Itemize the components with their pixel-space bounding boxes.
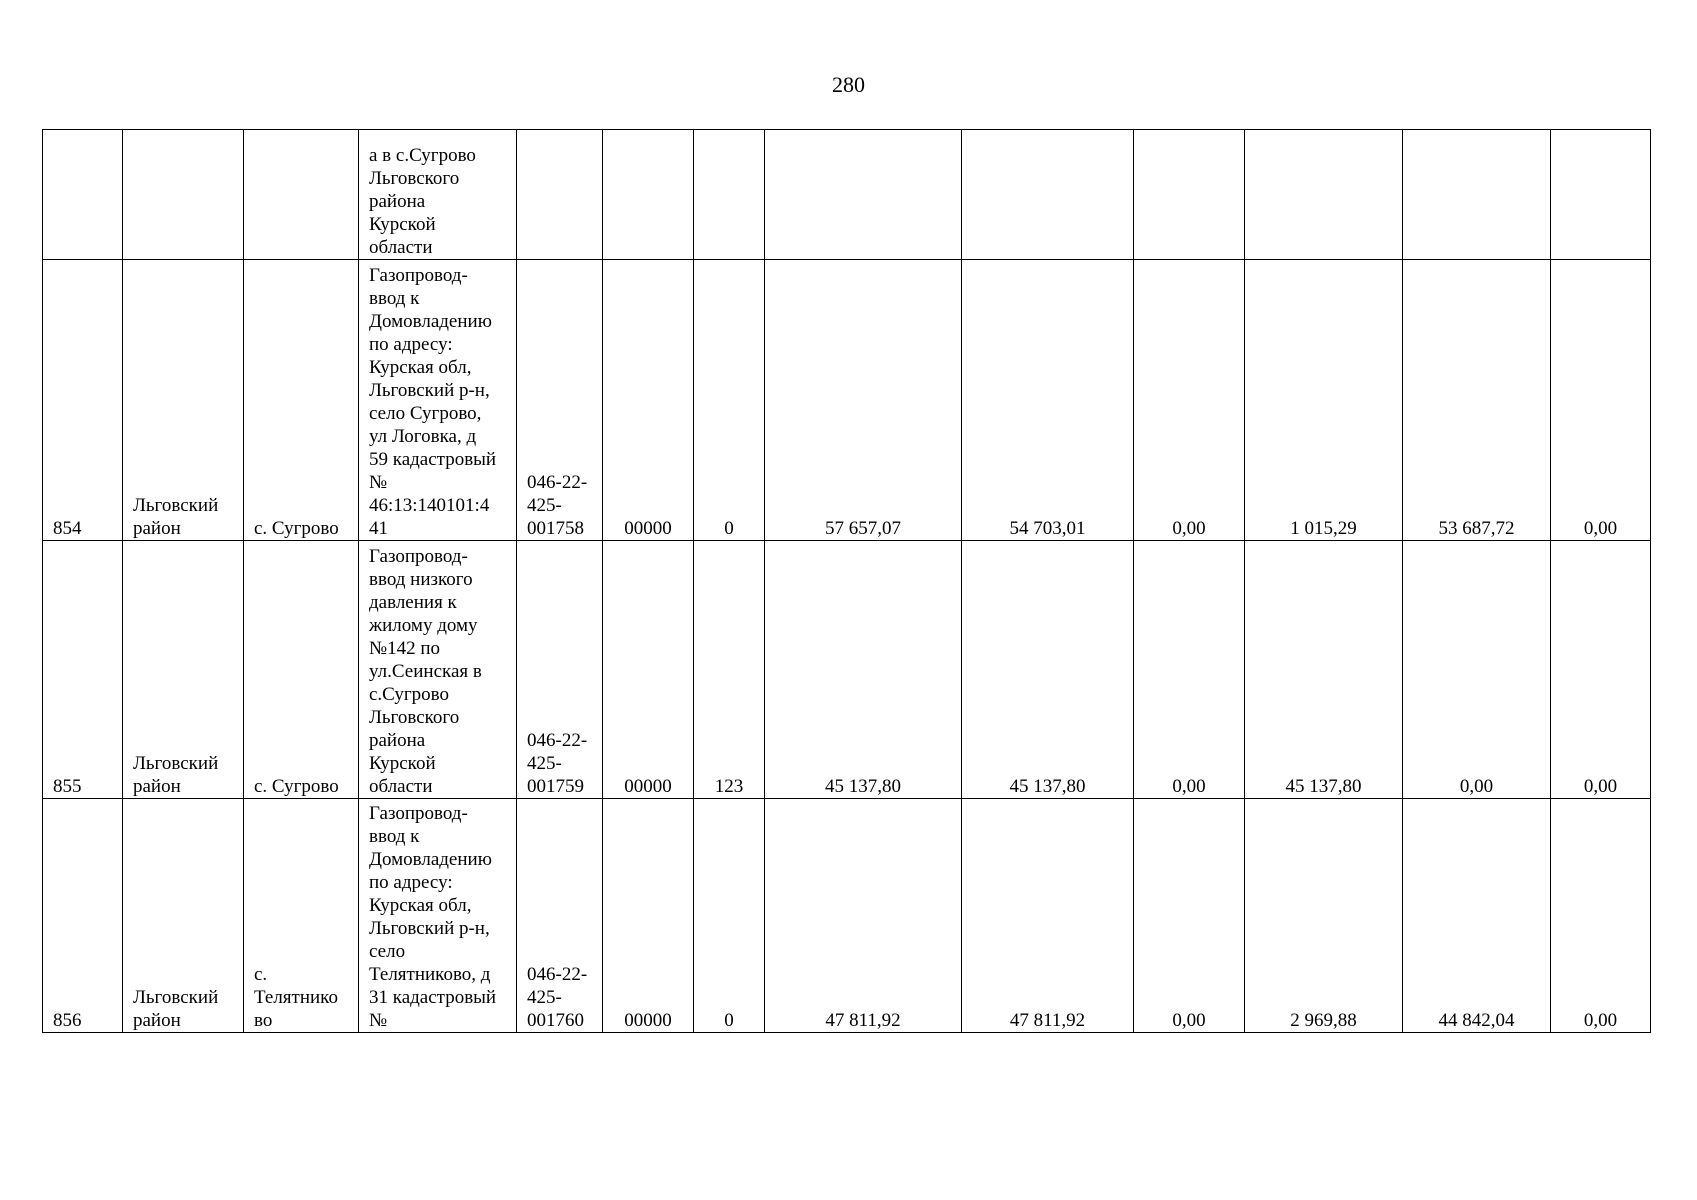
quantity-cell	[694, 260, 765, 541]
value-4-cell	[1245, 260, 1403, 541]
value-1-cell	[765, 130, 962, 260]
value-3-cell	[1134, 130, 1245, 260]
value-6-cell	[1551, 799, 1651, 1033]
description-cell	[359, 260, 517, 541]
code-cell	[517, 260, 603, 541]
cell-text-v4: 2 969,88	[1290, 1010, 1357, 1031]
cell-text-col7: 0	[724, 1010, 734, 1031]
settlement-cell	[244, 541, 359, 799]
cell-text-description: а в с.Сугрово Льговского района Курской области	[369, 145, 476, 258]
value-2-cell	[962, 260, 1134, 541]
district-cell	[123, 799, 244, 1033]
cell-text-v3: 0,00	[1172, 518, 1206, 539]
value-3-cell	[1134, 799, 1245, 1033]
cell-text-v2: 54 703,01	[1009, 518, 1086, 539]
code-cell	[517, 799, 603, 1033]
cell-text-col7: 123	[714, 776, 744, 797]
value-3-cell	[1134, 541, 1245, 799]
table-row	[43, 260, 1651, 541]
cell-text-col6: 00000	[624, 776, 672, 797]
cell-text-v6: 0,00	[1583, 518, 1618, 539]
description-cell	[359, 799, 517, 1033]
cell-text-settlement: с. Телятнико во	[254, 964, 338, 1031]
row-number-cell	[43, 799, 123, 1033]
value-6-cell	[1551, 130, 1651, 260]
cell-text-v5: 53 687,72	[1438, 518, 1515, 539]
code-cell	[517, 541, 603, 799]
value-6-cell	[1551, 541, 1651, 799]
value-4-cell	[1245, 541, 1403, 799]
code-suffix-cell	[603, 541, 694, 799]
cell-text-col6: 00000	[624, 518, 672, 539]
cell-text-v1: 47 811,92	[825, 1010, 901, 1031]
code-suffix-cell	[603, 799, 694, 1033]
cell-text-v2: 45 137,80	[1009, 776, 1086, 797]
cell-text-v3: 0,00	[1172, 1010, 1206, 1031]
value-5-cell	[1403, 541, 1551, 799]
quantity-cell	[694, 541, 765, 799]
cell-text-num: 856	[53, 1010, 82, 1031]
cell-text-settlement: с. Сугрово	[254, 776, 339, 797]
cell-text-description: Газопровод- ввод низкого давления к жилому дому №142 по ул.Сеинская в с.Сугрово Льговского района Курской области	[369, 546, 482, 797]
district-cell	[123, 130, 244, 260]
district-cell	[123, 541, 244, 799]
cell-text-district: Льговский район	[133, 495, 219, 539]
cell-text-v4: 1 015,29	[1290, 518, 1357, 539]
settlement-cell	[244, 130, 359, 260]
cell-text-v2: 47 811,92	[1009, 1010, 1086, 1031]
cell-text-description: Газопровод- ввод к Домовладению по адресу: Курская обл, Льговский р-н, село Телятниково, д 31 кадастровый №	[369, 803, 497, 1031]
cell-text-num: 855	[53, 776, 82, 797]
value-5-cell	[1403, 130, 1551, 260]
value-5-cell	[1403, 799, 1551, 1033]
value-1-cell	[765, 799, 962, 1033]
value-4-cell	[1245, 130, 1403, 260]
cell-text-v4: 45 137,80	[1285, 776, 1362, 797]
value-2-cell	[962, 799, 1134, 1033]
cell-text-v1: 45 137,80	[825, 776, 901, 797]
cell-text-district: Льговский район	[133, 753, 219, 797]
value-2-cell	[962, 541, 1134, 799]
cell-text-num: 854	[53, 518, 82, 539]
table-row	[43, 799, 1651, 1033]
value-1-cell	[765, 541, 962, 799]
row-number-cell	[43, 260, 123, 541]
settlement-cell	[244, 799, 359, 1033]
district-cell	[123, 260, 244, 541]
registry-table	[42, 129, 1651, 1033]
value-1-cell	[765, 260, 962, 541]
value-5-cell	[1403, 260, 1551, 541]
value-6-cell	[1551, 260, 1651, 541]
description-cell	[359, 541, 517, 799]
quantity-cell	[694, 130, 765, 260]
cell-text-district: Льговский район	[133, 987, 219, 1031]
cell-text-code: 046-22- 425- 001758	[527, 472, 588, 539]
table-row	[43, 130, 1651, 260]
cell-text-col6: 00000	[624, 1010, 672, 1031]
page-number: 280	[832, 72, 865, 97]
cell-text-settlement: с. Сугрово	[254, 518, 339, 539]
cell-text-v6: 0,00	[1583, 776, 1618, 797]
code-cell	[517, 130, 603, 260]
value-2-cell	[962, 130, 1134, 260]
description-cell	[359, 130, 517, 260]
cell-text-col7: 0	[724, 518, 734, 539]
value-4-cell	[1245, 799, 1403, 1033]
cell-text-v1: 57 657,07	[825, 518, 901, 539]
settlement-cell	[244, 260, 359, 541]
cell-text-description: Газопровод- ввод к Домовладению по адресу: Курская обл, Льговский р-н, село Сугрово, ул Логовка, д 59 кадастровый № 46:13:140101:4 41	[369, 265, 497, 539]
value-3-cell	[1134, 260, 1245, 541]
cell-text-v5: 44 842,04	[1438, 1010, 1515, 1031]
quantity-cell	[694, 799, 765, 1033]
row-number-cell	[43, 541, 123, 799]
cell-text-v3: 0,00	[1172, 776, 1206, 797]
row-number-cell	[43, 130, 123, 260]
cell-text-code: 046-22- 425- 001759	[527, 730, 588, 797]
cell-text-code: 046-22- 425- 001760	[527, 964, 588, 1031]
code-suffix-cell	[603, 130, 694, 260]
cell-text-v5: 0,00	[1459, 776, 1494, 797]
cell-text-v6: 0,00	[1583, 1010, 1618, 1031]
table-row	[43, 541, 1651, 799]
code-suffix-cell	[603, 260, 694, 541]
